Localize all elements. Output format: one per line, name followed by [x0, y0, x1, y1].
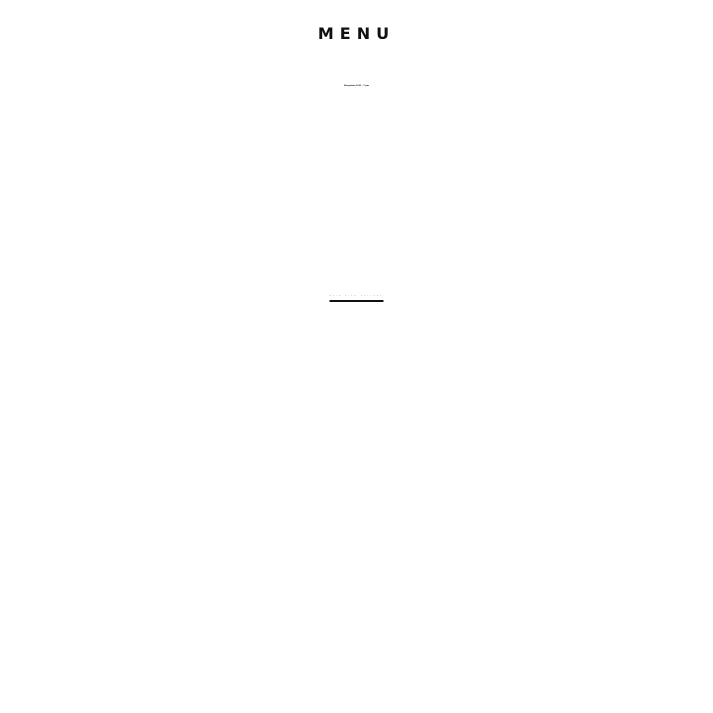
salad-description-line: [0, 232, 713, 258]
antipasto-heading: [0, 124, 713, 150]
dish-name-salmon: [0, 443, 713, 469]
main-dish-heading: MAIN DISH OPTIONS: [329, 296, 384, 297]
menu-title: MENU: [317, 24, 396, 43]
dish-description-line: [0, 481, 713, 507]
dish-description-line: [0, 507, 713, 533]
dish-description-line: [0, 617, 713, 643]
salad-description-line: [0, 206, 713, 232]
reception-time: Reception 5:30 - 7 pm: [344, 85, 369, 87]
dish-name-gnudi: [0, 559, 713, 585]
dish-description-line: [0, 592, 713, 618]
dish-name-steak: [0, 341, 713, 367]
dish-description-line: [0, 373, 713, 399]
salad-name: [0, 175, 713, 201]
dish-description-line: [0, 399, 713, 425]
